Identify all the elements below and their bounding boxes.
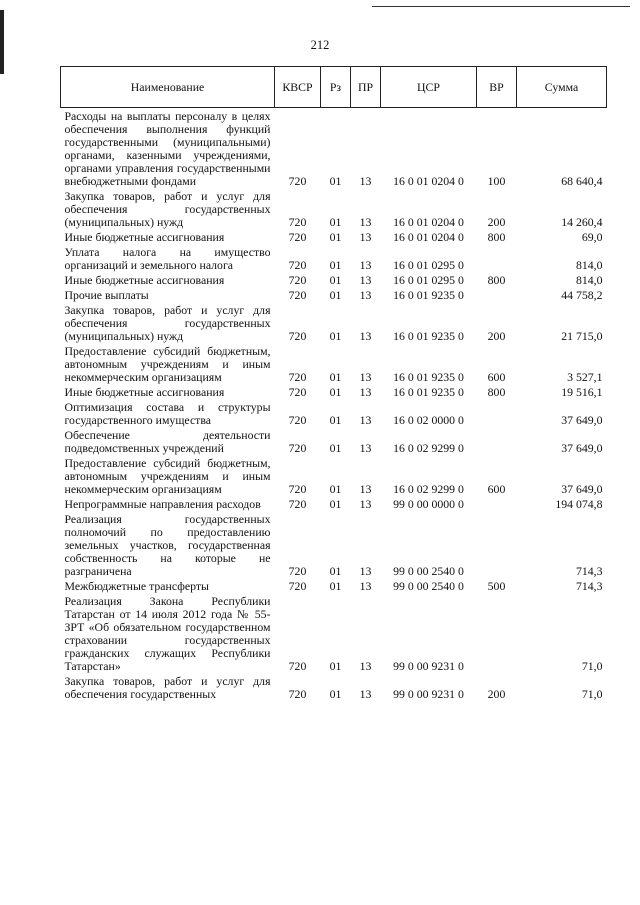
cell-sum: 71,0: [581, 659, 603, 673]
cell-kvsr: 720: [288, 659, 307, 673]
cell-kvsr: 720: [288, 230, 307, 244]
cell-vr: [477, 244, 517, 272]
table-row: [61, 399, 607, 427]
budget-table: [60, 66, 607, 701]
table-header-row: [61, 67, 607, 108]
cell-kvsr: 720: [288, 329, 307, 343]
cell-csr: 16 0 01 9235 0: [393, 385, 464, 399]
cell-sum: 814,0: [575, 258, 603, 272]
cell-csr: 99 0 00 9231 0: [393, 687, 464, 701]
cell-vr: [477, 593, 517, 673]
header-name: Наименование: [61, 67, 275, 108]
cell-pr: 13: [359, 441, 372, 455]
cell-pr: 13: [359, 329, 372, 343]
cell-sum: 44 758,2: [561, 288, 603, 302]
cell-pr: 13: [359, 230, 372, 244]
cell-rz: 01: [329, 497, 342, 511]
table-row: [61, 244, 607, 272]
cell-name: Непрограммные направления расходов: [64, 497, 261, 511]
cell-name: Предоставление субсидий бюджетным, автономным учреждениям и иным некоммерческим организациям: [64, 456, 271, 496]
cell-rz: 01: [329, 659, 342, 673]
cell-pr: 13: [359, 497, 372, 511]
cell-kvsr: 720: [288, 497, 307, 511]
cell-name: Реализация государственных полномочий по предоставлению земельных участков, государственная собственность на которые не разграничена: [64, 512, 271, 578]
page-number: 212: [310, 38, 330, 52]
cell-vr: 800: [487, 230, 506, 244]
cell-csr: 16 0 01 9235 0: [393, 370, 464, 384]
cell-sum: 194 074,8: [555, 497, 603, 511]
cell-csr: 99 0 00 9231 0: [393, 659, 464, 673]
cell-rz: 01: [329, 564, 342, 578]
cell-sum: 37 649,0: [561, 482, 603, 496]
cell-rz: 01: [329, 413, 342, 427]
cell-csr: 16 0 01 0204 0: [393, 215, 464, 229]
cell-sum: 69,0: [581, 230, 603, 244]
cell-sum: 814,0: [575, 273, 603, 287]
cell-csr: 16 0 01 0295 0: [393, 258, 464, 272]
cell-rz: 01: [329, 482, 342, 496]
cell-rz: 01: [329, 370, 342, 384]
table-row: [61, 427, 607, 455]
cell-csr: 16 0 02 9299 0: [393, 441, 464, 455]
cell-vr: 600: [487, 482, 506, 496]
cell-kvsr: 720: [288, 273, 307, 287]
cell-pr: 13: [359, 579, 372, 593]
cell-pr: 13: [359, 273, 372, 287]
cell-pr: 13: [359, 258, 372, 272]
table-row: [61, 578, 607, 593]
header-sum: Сумма: [517, 67, 607, 108]
cell-kvsr: 720: [288, 579, 307, 593]
cell-name: Расходы на выплаты персоналу в целях обеспечения выполнения функций государственными (муниципальными) органами, казенными учреждениями, органами управления государственными внебюджетными фондами: [64, 109, 271, 188]
cell-rz: 01: [329, 288, 342, 302]
table-row: [61, 496, 607, 511]
cell-csr: 99 0 00 0000 0: [393, 497, 464, 511]
table-row: [61, 384, 607, 399]
table-row: [61, 511, 607, 578]
table-row: [61, 343, 607, 384]
cell-sum: 714,3: [575, 579, 603, 593]
cell-pr: 13: [359, 288, 372, 302]
cell-name: Прочие выплаты: [64, 288, 149, 302]
cell-vr: 600: [487, 370, 506, 384]
cell-kvsr: 720: [288, 413, 307, 427]
cell-rz: 01: [329, 329, 342, 343]
cell-sum: 19 516,1: [561, 385, 603, 399]
cell-pr: 13: [359, 215, 372, 229]
table-row: [61, 455, 607, 496]
cell-sum: 14 260,4: [561, 215, 603, 229]
cell-csr: 16 0 01 0204 0: [393, 230, 464, 244]
cell-kvsr: 720: [288, 258, 307, 272]
cell-rz: 01: [329, 687, 342, 701]
cell-name: Предоставление субсидий бюджетным, автономным учреждениям и иным некоммерческим организациям: [64, 344, 271, 384]
cell-sum: 37 649,0: [561, 441, 603, 455]
top-rule: [372, 6, 630, 7]
cell-vr: 800: [487, 385, 506, 399]
cell-kvsr: 720: [288, 288, 307, 302]
cell-sum: 37 649,0: [561, 413, 603, 427]
cell-csr: 16 0 02 0000 0: [393, 413, 464, 427]
header-rz: Рз: [321, 67, 351, 108]
cell-csr: 16 0 01 0204 0: [393, 174, 464, 188]
cell-rz: 01: [329, 258, 342, 272]
cell-csr: 16 0 01 9235 0: [393, 288, 464, 302]
cell-name: Иные бюджетные ассигнования: [64, 273, 225, 287]
cell-kvsr: 720: [288, 687, 307, 701]
table-row: [61, 673, 607, 701]
cell-rz: 01: [329, 385, 342, 399]
cell-pr: 13: [359, 385, 372, 399]
table-row: [61, 302, 607, 343]
header-vr: ВР: [477, 67, 517, 108]
cell-csr: 99 0 00 2540 0: [393, 564, 464, 578]
cell-name: Реализация Закона Республики Татарстан от 14 июля 2012 года № 55-ЗРТ «Об обязательном государственном страховании государственных гражданских служащих Республики Татарстан»: [64, 594, 271, 673]
header-pr: ПР: [351, 67, 381, 108]
cell-pr: 13: [359, 370, 372, 384]
cell-vr: [477, 287, 517, 302]
cell-name: Закупка товаров, работ и услуг для обеспечения государственных: [64, 674, 271, 701]
cell-rz: 01: [329, 215, 342, 229]
cell-pr: 13: [359, 482, 372, 496]
header-kvsr: КВСР: [275, 67, 321, 108]
cell-rz: 01: [329, 441, 342, 455]
table-row: [61, 188, 607, 229]
cell-kvsr: 720: [288, 370, 307, 384]
cell-sum: 21 715,0: [561, 329, 603, 343]
table-row: [61, 593, 607, 673]
cell-csr: 99 0 00 2540 0: [393, 579, 464, 593]
cell-vr: 200: [487, 215, 506, 229]
cell-vr: [477, 496, 517, 511]
cell-vr: [477, 427, 517, 455]
table-row: [61, 108, 607, 189]
cell-rz: 01: [329, 230, 342, 244]
cell-name: Уплата налога на имущество организаций и земельного налога: [64, 245, 271, 272]
cell-name: Межбюджетные трансферты: [64, 579, 209, 593]
cell-pr: 13: [359, 564, 372, 578]
cell-vr: 500: [487, 579, 506, 593]
cell-csr: 16 0 01 0295 0: [393, 273, 464, 287]
cell-sum: 3 527,1: [567, 370, 603, 384]
cell-kvsr: 720: [288, 385, 307, 399]
cell-name: Обеспечение деятельности подведомственных учреждений: [64, 428, 271, 455]
cell-pr: 13: [359, 174, 372, 188]
cell-pr: 13: [359, 413, 372, 427]
cell-vr: [477, 511, 517, 578]
cell-rz: 01: [329, 579, 342, 593]
cell-pr: 13: [359, 659, 372, 673]
cell-csr: 16 0 01 9235 0: [393, 329, 464, 343]
cell-vr: 100: [487, 174, 506, 188]
cell-vr: 200: [487, 687, 506, 701]
cell-vr: 200: [487, 329, 506, 343]
cell-kvsr: 720: [288, 215, 307, 229]
table-row: [61, 272, 607, 287]
cell-pr: 13: [359, 687, 372, 701]
cell-kvsr: 720: [288, 174, 307, 188]
cell-kvsr: 720: [288, 441, 307, 455]
cell-name: Иные бюджетные ассигнования: [64, 385, 225, 399]
cell-name: Закупка товаров, работ и услуг для обеспечения государственных (муниципальных) нужд: [64, 303, 271, 343]
cell-name: Закупка товаров, работ и услуг для обеспечения государственных (муниципальных) нужд: [64, 189, 271, 229]
cell-name: Иные бюджетные ассигнования: [64, 230, 225, 244]
cell-csr: 16 0 02 9299 0: [393, 482, 464, 496]
cell-rz: 01: [329, 174, 342, 188]
cell-kvsr: 720: [288, 564, 307, 578]
header-csr: ЦСР: [381, 67, 477, 108]
cell-vr: 800: [487, 273, 506, 287]
table-row: [61, 287, 607, 302]
cell-sum: 71,0: [581, 687, 603, 701]
cell-kvsr: 720: [288, 482, 307, 496]
cell-sum: 714,3: [575, 564, 603, 578]
table-row: [61, 229, 607, 244]
cell-rz: 01: [329, 273, 342, 287]
cell-sum: 68 640,4: [561, 174, 603, 188]
cell-vr: [477, 399, 517, 427]
cell-name: Оптимизация состава и структуры государственного имущества: [64, 400, 271, 427]
